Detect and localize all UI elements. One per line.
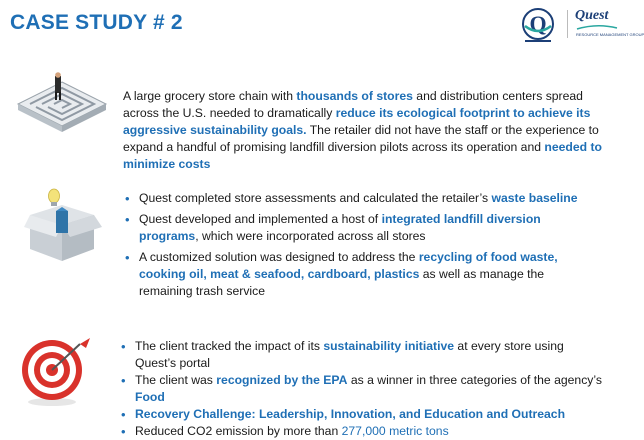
list-item: [119, 423, 604, 440]
text-segment: Quest completed store assessments and calculated the retailer’s: [139, 191, 492, 205]
results-bullet-list: [119, 338, 604, 440]
text-segment: as a winner in three categories of the agency’s: [347, 373, 602, 387]
highlight-text: reduce its ecological footprint to achieve its aggressive sustainability goals.: [123, 106, 591, 137]
quest-swoosh-icon: [577, 25, 617, 31]
quest-logo: [575, 8, 644, 42]
highlight-text: integrated landfill diversion programs: [139, 212, 541, 243]
text-segment: at every store using Quest’s portal: [135, 339, 564, 370]
text-segment: A customized solution was designed to address the: [139, 250, 419, 264]
logo-divider: [567, 10, 568, 38]
list-item: [119, 338, 604, 372]
text-segment: A large grocery store chain with: [123, 89, 297, 103]
highlight-text: 277,000 metric tons: [341, 424, 449, 438]
section-solution: [123, 190, 598, 304]
list-item: [123, 249, 598, 300]
text-segment: and distribution centers spread across the U.S. needed to dramatically: [123, 89, 583, 120]
list-item: [119, 406, 604, 423]
highlight-text: waste baseline: [491, 191, 578, 205]
highlight-text: needed to minimize costs: [123, 140, 602, 171]
q-logo-icon: [519, 6, 557, 44]
highlight-text: recognized by the EPA: [216, 373, 348, 387]
text-segment: Reduced CO2 emission by more than: [135, 424, 342, 438]
target-dart-icon: [14, 330, 96, 408]
quest-logo-word: Quest: [575, 8, 609, 23]
highlight-text: recycling of food waste, cooking oil, meat & seafood, cardboard, plastics: [139, 250, 558, 281]
list-item: [119, 372, 604, 406]
quest-logo-tagline: RESOURCE MANAGEMENT GROUP: [576, 32, 644, 37]
section-results: [119, 338, 604, 440]
highlight-text: sustainability initiative: [323, 339, 455, 353]
svg-text:Q: Q: [529, 11, 547, 36]
text-segment: The client tracked the impact of its: [135, 339, 324, 353]
maze-businessman-icon: [14, 72, 110, 134]
text-segment: Quest developed and implemented a host of: [139, 212, 382, 226]
section-challenge: [123, 88, 603, 173]
highlight-text: Food: [135, 390, 165, 404]
text-segment: as well as manage the remaining trash service: [139, 267, 545, 298]
text-segment: , which were incorporated across all stores: [195, 229, 426, 243]
text-segment: The client was: [135, 373, 217, 387]
solution-bullet-list: [123, 190, 598, 300]
challenge-paragraph: [123, 88, 603, 173]
list-item: [123, 211, 598, 245]
box-lightbulb-icon: [22, 185, 108, 265]
highlight-text: Recovery Challenge: Leadership, Innovation, and Education and Outreach: [135, 407, 566, 421]
list-item: [123, 190, 598, 207]
highlight-text: thousands of stores: [296, 89, 413, 103]
text-segment: The retailer did not have the staff or the experience to expand a handful of promising landfill diversion pilots across its operation and: [123, 123, 599, 154]
page-title: CASE STUDY # 2: [10, 11, 183, 34]
